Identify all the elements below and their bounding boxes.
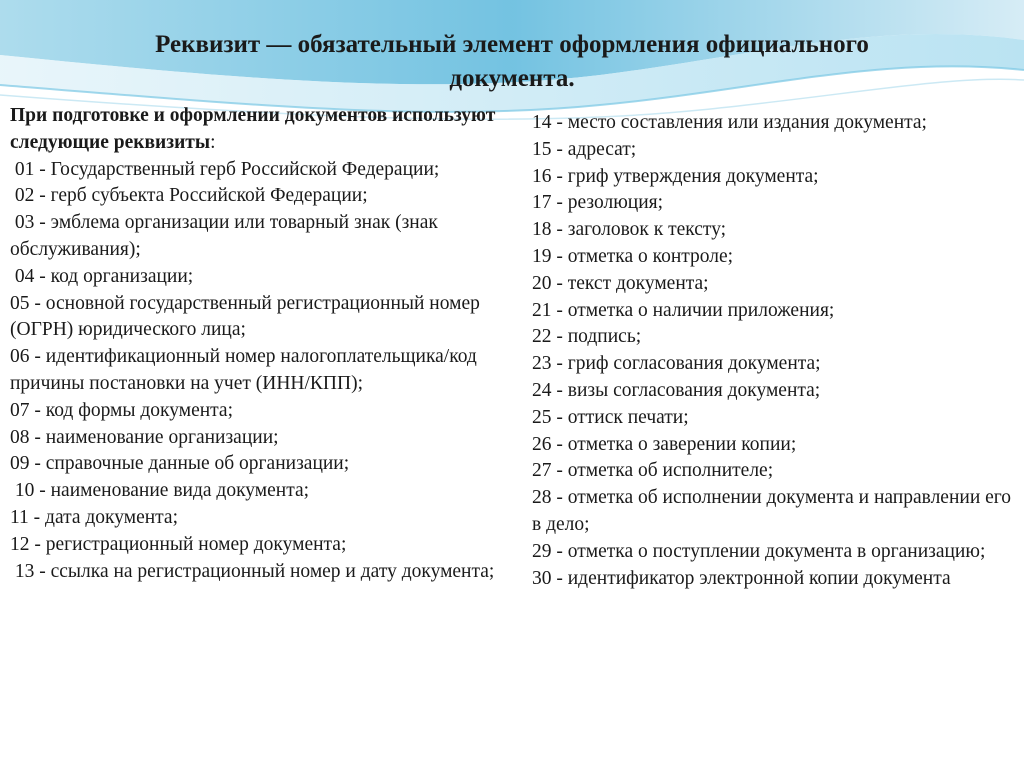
list-item-04: 04 - код организации; <box>10 265 194 287</box>
slide-title-line2: документа. <box>449 65 575 92</box>
right-column <box>532 110 1017 592</box>
list-item-14: 14 - место составления или издания документа; <box>532 112 927 133</box>
list-item-20: 20 - текст документа; <box>532 272 709 294</box>
list-item-07: 07 - код формы документа; <box>10 399 233 421</box>
list-item-12: 12 - регистрационный номер документа; <box>10 533 347 555</box>
list-item-17: 17 - резолюция; <box>532 192 664 214</box>
list-item-25: 25 - оттиск печати; <box>532 406 689 428</box>
list-item-26: 26 - отметка о заверении копии; <box>532 433 797 455</box>
list-item-13: 13 - ссылка на регистрационный номер и дату документа; <box>10 560 495 582</box>
intro-paragraph <box>10 103 525 157</box>
list-item-23: 23 - гриф согласования документа; <box>532 353 821 375</box>
list-item-05: 05 - основной государственный регистрационный номер (ОГРН) юридического лица; <box>10 292 485 341</box>
list-item-16: 16 - гриф утверждения документа; <box>532 165 819 187</box>
list-item-22: 22 - подпись; <box>532 326 642 348</box>
list-item-29: 29 - отметка о поступлении документа в организацию; <box>532 540 986 562</box>
left-column <box>10 103 525 585</box>
list-item-02: 02 - герб субъекта Российской Федерации; <box>10 185 368 207</box>
list-item-24: 24 - визы согласования документа; <box>532 379 821 401</box>
intro-suffix: : <box>210 131 216 153</box>
slide-title-line1: Реквизит — обязательный элемент оформления официального <box>155 31 869 58</box>
list-item-15: 15 - адресат; <box>532 138 637 160</box>
list-item-19: 19 - отметка о контроле; <box>532 245 734 267</box>
list-item-09: 09 - справочные данные об организации; <box>10 453 350 475</box>
slide-title <box>0 28 1024 96</box>
list-item-10: 10 - наименование вида документа; <box>10 480 310 502</box>
list-item-06: 06 - идентификационный номер налогоплательщика/код причины постановки на учет (ИНН/КПП); <box>10 346 482 394</box>
list-item-01: 01 - Государственный герб Российской Федерации; <box>10 158 440 180</box>
list-item-03: 03 - эмблема организации или товарный знак (знак обслуживания); <box>10 212 443 260</box>
list-item-30: 30 - идентификатор электронной копии документа <box>532 567 951 589</box>
intro-text: При подготовке и оформлении документов используют следующие реквизиты <box>10 105 496 153</box>
list-item-08: 08 - наименование организации; <box>10 426 279 448</box>
list-item-18: 18 - заголовок к тексту; <box>532 219 727 241</box>
list-item-11: 11 - дата документа; <box>10 506 179 528</box>
list-item-28: 28 - отметка об исполнении документа и направлении его в дело; <box>532 487 1016 535</box>
list-item-27: 27 - отметка об исполнителе; <box>532 460 774 482</box>
list-item-21: 21 - отметка о наличии приложения; <box>532 299 835 321</box>
